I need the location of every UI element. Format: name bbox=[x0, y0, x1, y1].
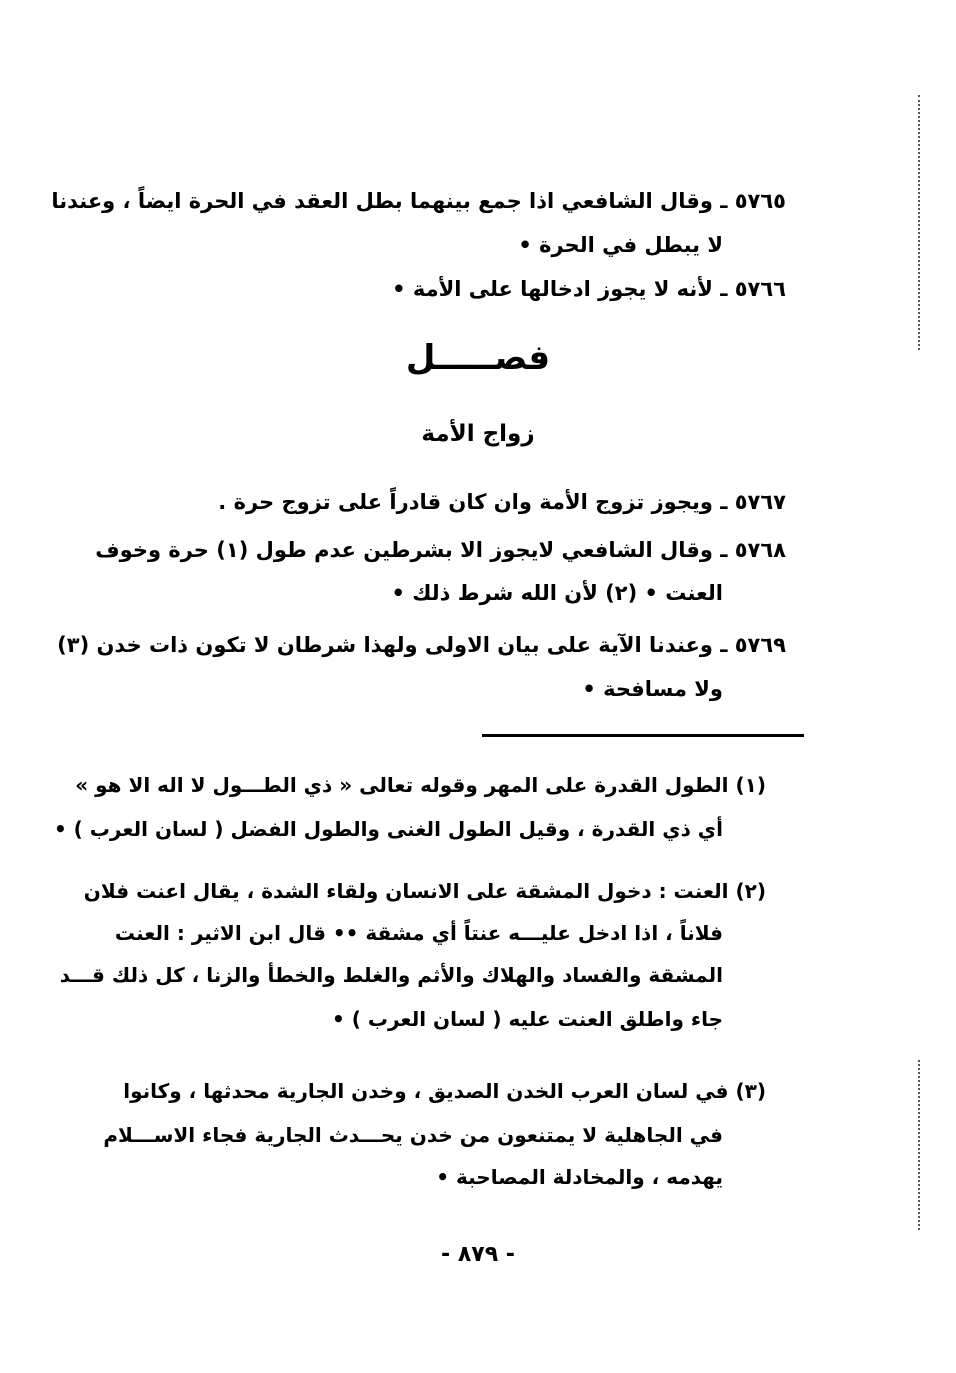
footnote-2-continued: فلاناً ، اذا ادخل عليـــه عنتاً أي مشقة •• قال ابن الاثير : العنت bbox=[114, 921, 723, 945]
page-number: - ٨٧٩ - bbox=[441, 1242, 515, 1267]
paragraph-5769-continued: ولا مسافحة • bbox=[582, 677, 723, 701]
footnote-1: (١) الطول القدرة على المهر وقوله تعالى « ذي الطـــول لا اله الا هو » bbox=[75, 773, 766, 797]
paragraph-5765-continued: لا يبطل في الحرة • bbox=[518, 233, 723, 257]
footnote-2-continued: جاء واطلق العنت عليه ( لسان العرب ) • bbox=[332, 1007, 723, 1031]
paragraph-5765: ٥٧٦٥ ـ وقال الشافعي اذا جمع بينهما بطل العقد في الحرة ايضاً ، وعندنا bbox=[51, 189, 786, 213]
footnote-3-continued: في الجاهلية لا يمتنعون من خدن يحـــدث الجارية فجاء الاســـلام bbox=[103, 1123, 723, 1147]
margin-dotted-line bbox=[918, 95, 920, 350]
paragraph-5768-continued: العنت • (٢) لأن الله شرط ذلك • bbox=[391, 581, 723, 605]
footnote-2-continued: المشقة والفساد والهلاك والأثم والغلط والخطأ والزنا ، كل ذلك قـــد bbox=[59, 963, 723, 987]
footnote-1-continued: أي ذي القدرة ، وقيل الطول الغنى والطول الفضل ( لسان العرب ) • bbox=[53, 817, 723, 841]
paragraph-5767: ٥٧٦٧ ـ ويجوز تزوج الأمة وان كان قادراً على تزوج حرة . bbox=[218, 490, 786, 514]
paragraph-5766: ٥٧٦٦ ـ لأنه لا يجوز ادخالها على الأمة • bbox=[392, 277, 786, 301]
footnote-separator bbox=[482, 734, 804, 737]
section-heading: فصـــــل bbox=[405, 338, 551, 378]
paragraph-5768: ٥٧٦٨ ـ وقال الشافعي لايجوز الا بشرطين عدم طول (١) حرة وخوف bbox=[95, 538, 786, 562]
footnote-2: (٢) العنت : دخول المشقة على الانسان ولقاء الشدة ، يقال اعنت فلان bbox=[83, 879, 766, 903]
paragraph-5769: ٥٧٦٩ ـ وعندنا الآية على بيان الاولى ولهذا شرطان لا تكون ذات خدن (٣) bbox=[57, 633, 786, 657]
margin-dotted-line bbox=[918, 1060, 920, 1230]
footnote-3-continued: يهدمه ، والمخادلة المصاحبة • bbox=[436, 1165, 723, 1189]
section-subheading: زواج الأمة bbox=[421, 421, 535, 447]
footnote-3: (٣) في لسان العرب الخدن الصديق ، وخدن الجارية محدثها ، وكانوا bbox=[123, 1079, 766, 1103]
